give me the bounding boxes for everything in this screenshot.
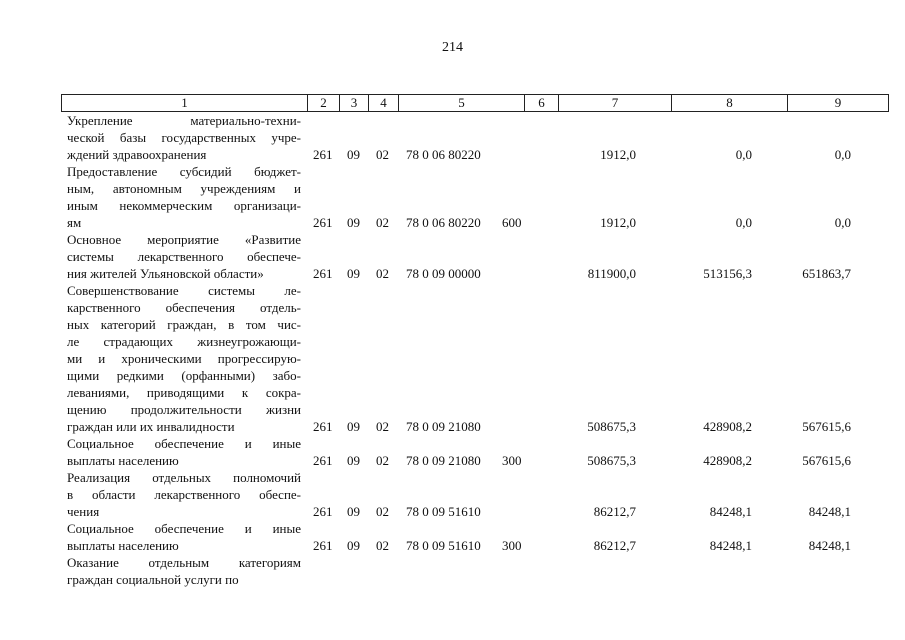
- cell-col-9: 567615,6: [802, 453, 851, 468]
- cell-col-4: 02: [376, 147, 389, 162]
- row-name: [67, 112, 301, 163]
- cell-col-6: 300: [502, 453, 522, 468]
- row-name-line: Предоставление субсидий бюджет-: [67, 164, 301, 179]
- cell-col-4: 02: [376, 453, 389, 468]
- row-name-line: Укрепление материально-техни-: [67, 113, 301, 128]
- row-name: [67, 554, 301, 588]
- cell-col-3: 09: [347, 419, 360, 434]
- row-name-line: щению продолжительности жизни: [67, 402, 301, 417]
- cell-col-8: 0,0: [735, 215, 752, 230]
- column-header-5: 5: [399, 95, 525, 112]
- cell-col-9: 84248,1: [808, 538, 851, 553]
- row-name-line: ле страдающих жизнеугрожающи-: [67, 334, 301, 349]
- column-header-1: 1: [62, 95, 308, 112]
- cell-col-2: 261: [313, 147, 333, 162]
- cell-col-2: 261: [313, 215, 333, 230]
- cell-col-8: 513156,3: [703, 266, 752, 281]
- cell-col-7: 86212,7: [593, 538, 636, 553]
- cell-col-3: 09: [347, 147, 360, 162]
- cell-col-4: 02: [376, 538, 389, 553]
- row-name-line: щими редкими (орфанными) забо-: [67, 368, 301, 383]
- cell-col-5: 78 0 06 80220: [406, 215, 481, 230]
- row-name-line: Основное мероприятие «Развитие: [67, 232, 301, 247]
- column-header-7: 7: [559, 95, 672, 112]
- cell-col-8: 428908,2: [703, 419, 752, 434]
- cell-col-5: 78 0 09 21080: [406, 453, 481, 468]
- cell-col-8: 84248,1: [709, 538, 752, 553]
- cell-col-3: 09: [347, 538, 360, 553]
- row-name-line: ния жителей Ульяновской области»: [67, 266, 264, 281]
- row-name-line: Социальное обеспечение и иные: [67, 521, 301, 536]
- cell-col-4: 02: [376, 215, 389, 230]
- row-name-line: леваниями, приводящими к сокра-: [67, 385, 301, 400]
- cell-col-6: 600: [502, 215, 522, 230]
- row-name: [67, 435, 301, 469]
- cell-col-8: 428908,2: [703, 453, 752, 468]
- cell-col-2: 261: [313, 538, 333, 553]
- row-name-line: ми и хроническими прогрессирую-: [67, 351, 301, 366]
- cell-col-7: 86212,7: [593, 504, 636, 519]
- row-name-line: Реализация отдельных полномочий: [67, 470, 301, 485]
- column-header-4: 4: [369, 95, 399, 112]
- row-name-line: ждений здравоохранения: [67, 147, 207, 162]
- cell-col-5: 78 0 09 00000: [406, 266, 481, 281]
- table-row: [0, 554, 905, 588]
- row-name-line: выплаты населению: [67, 453, 179, 468]
- row-name-line: чения: [67, 504, 100, 519]
- cell-col-3: 09: [347, 504, 360, 519]
- cell-col-4: 02: [376, 266, 389, 281]
- row-name: [67, 469, 301, 520]
- row-name-line: иным некоммерческим организаци-: [67, 198, 301, 213]
- row-name-line: граждан социальной услуги по: [67, 572, 239, 587]
- cell-col-5: 78 0 09 51610: [406, 538, 481, 553]
- column-header-3: 3: [340, 95, 369, 112]
- row-name-line: системы лекарственного обеспече-: [67, 249, 301, 264]
- row-name-line: граждан или их инвалидности: [67, 419, 235, 434]
- column-header-6: 6: [525, 95, 559, 112]
- cell-col-2: 261: [313, 419, 333, 434]
- cell-col-3: 09: [347, 215, 360, 230]
- column-header-8: 8: [672, 95, 788, 112]
- cell-col-9: 84248,1: [808, 504, 851, 519]
- cell-col-7: 811900,0: [587, 266, 636, 281]
- cell-col-8: 84248,1: [709, 504, 752, 519]
- row-name: [67, 282, 301, 435]
- table-row: [0, 112, 905, 163]
- table-row: [0, 435, 905, 469]
- row-name-line: Социальное обеспечение и иные: [67, 436, 301, 451]
- cell-col-7: 508675,3: [587, 419, 636, 434]
- row-name-line: ям: [67, 215, 82, 230]
- cell-col-9: 651863,7: [802, 266, 851, 281]
- column-header-row: [61, 94, 889, 112]
- row-name-line: в области лекарственного обеспе-: [67, 487, 301, 502]
- cell-col-9: 567615,6: [802, 419, 851, 434]
- cell-col-2: 261: [313, 504, 333, 519]
- table-row: [0, 282, 905, 435]
- row-name-line: карственного обеспечения отдель-: [67, 300, 301, 315]
- cell-col-8: 0,0: [735, 147, 752, 162]
- row-name-line: Оказание отдельным категориям: [67, 555, 301, 570]
- row-name-line: выплаты населению: [67, 538, 179, 553]
- cell-col-2: 261: [313, 266, 333, 281]
- cell-col-3: 09: [347, 453, 360, 468]
- table-row: [0, 520, 905, 554]
- cell-col-5: 78 0 09 21080: [406, 419, 481, 434]
- cell-col-5: 78 0 06 80220: [406, 147, 481, 162]
- cell-col-4: 02: [376, 419, 389, 434]
- row-name-line: ных категорий граждан, в том чис-: [67, 317, 301, 332]
- cell-col-3: 09: [347, 266, 360, 281]
- column-header-9: 9: [788, 95, 889, 112]
- cell-col-9: 0,0: [834, 215, 851, 230]
- cell-col-6: 300: [502, 538, 522, 553]
- cell-col-9: 0,0: [834, 147, 851, 162]
- cell-col-5: 78 0 09 51610: [406, 504, 481, 519]
- row-name-line: Совершенствование системы ле-: [67, 283, 301, 298]
- column-header-2: 2: [308, 95, 340, 112]
- row-name: [67, 231, 301, 282]
- table-row: [0, 469, 905, 520]
- row-name: [67, 520, 301, 554]
- row-name-line: ным, автономным учреждениям и: [67, 181, 301, 196]
- cell-col-7: 1912,0: [600, 147, 636, 162]
- cell-col-2: 261: [313, 453, 333, 468]
- row-name-line: ческой базы государственных учре-: [67, 130, 301, 145]
- table-row: [0, 163, 905, 231]
- cell-col-4: 02: [376, 504, 389, 519]
- row-name: [67, 163, 301, 231]
- page-number: 214: [442, 40, 463, 55]
- cell-col-7: 1912,0: [600, 215, 636, 230]
- table-row: [0, 231, 905, 282]
- cell-col-7: 508675,3: [587, 453, 636, 468]
